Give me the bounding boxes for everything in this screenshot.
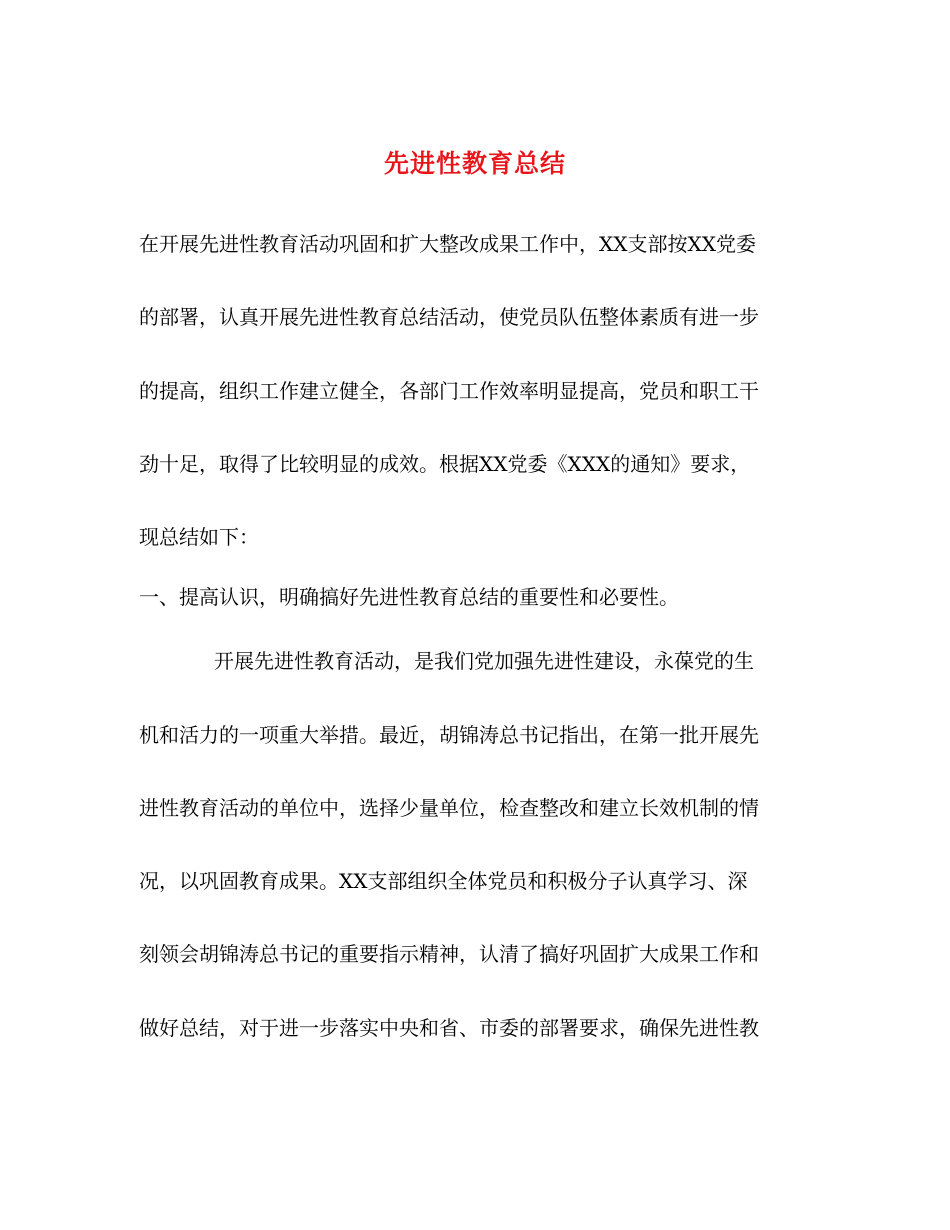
paragraph-line: 进性教育活动的单位中，选择少量单位，检查整改和建立长效机制的情 [139,796,759,820]
paragraph-line: 的部署，认真开展先进性教育总结活动，使党员队伍整体素质有进一步 [139,305,759,329]
paragraph-line: 劲十足，取得了比较明显的成效。根据XX党委《XXX的通知》要求， [139,452,751,476]
paragraph-line: 刻领会胡锦涛总书记的重要指示精神，认清了搞好巩固扩大成果工作和 [139,942,759,966]
paragraph-line: 开展先进性教育活动，是我们党加强先进性建设，永葆党的生 [214,649,754,673]
paragraph-line: 在开展先进性教育活动巩固和扩大整改成果工作中，XX支部按XX党委 [139,232,756,256]
document-title: 先进性教育总结 [383,149,566,178]
paragraph-line: 现总结如下： [139,525,259,549]
paragraph-line: 机和活力的一项重大举措。最近，胡锦涛总书记指出，在第一批开展先 [139,723,759,747]
paragraph-line: 况，以巩固教育成果。XX支部组织全体党员和积极分子认真学习、深 [139,869,748,893]
paragraph-line: 做好总结，对于进一步落实中央和省、市委的部署要求，确保先进性教 [139,1016,759,1040]
section-heading: 一、提高认识，明确搞好先进性教育总结的重要性和必要性。 [139,585,679,609]
paragraph-line: 的提高，组织工作建立健全，各部门工作效率明显提高，党员和职工干 [139,379,759,403]
